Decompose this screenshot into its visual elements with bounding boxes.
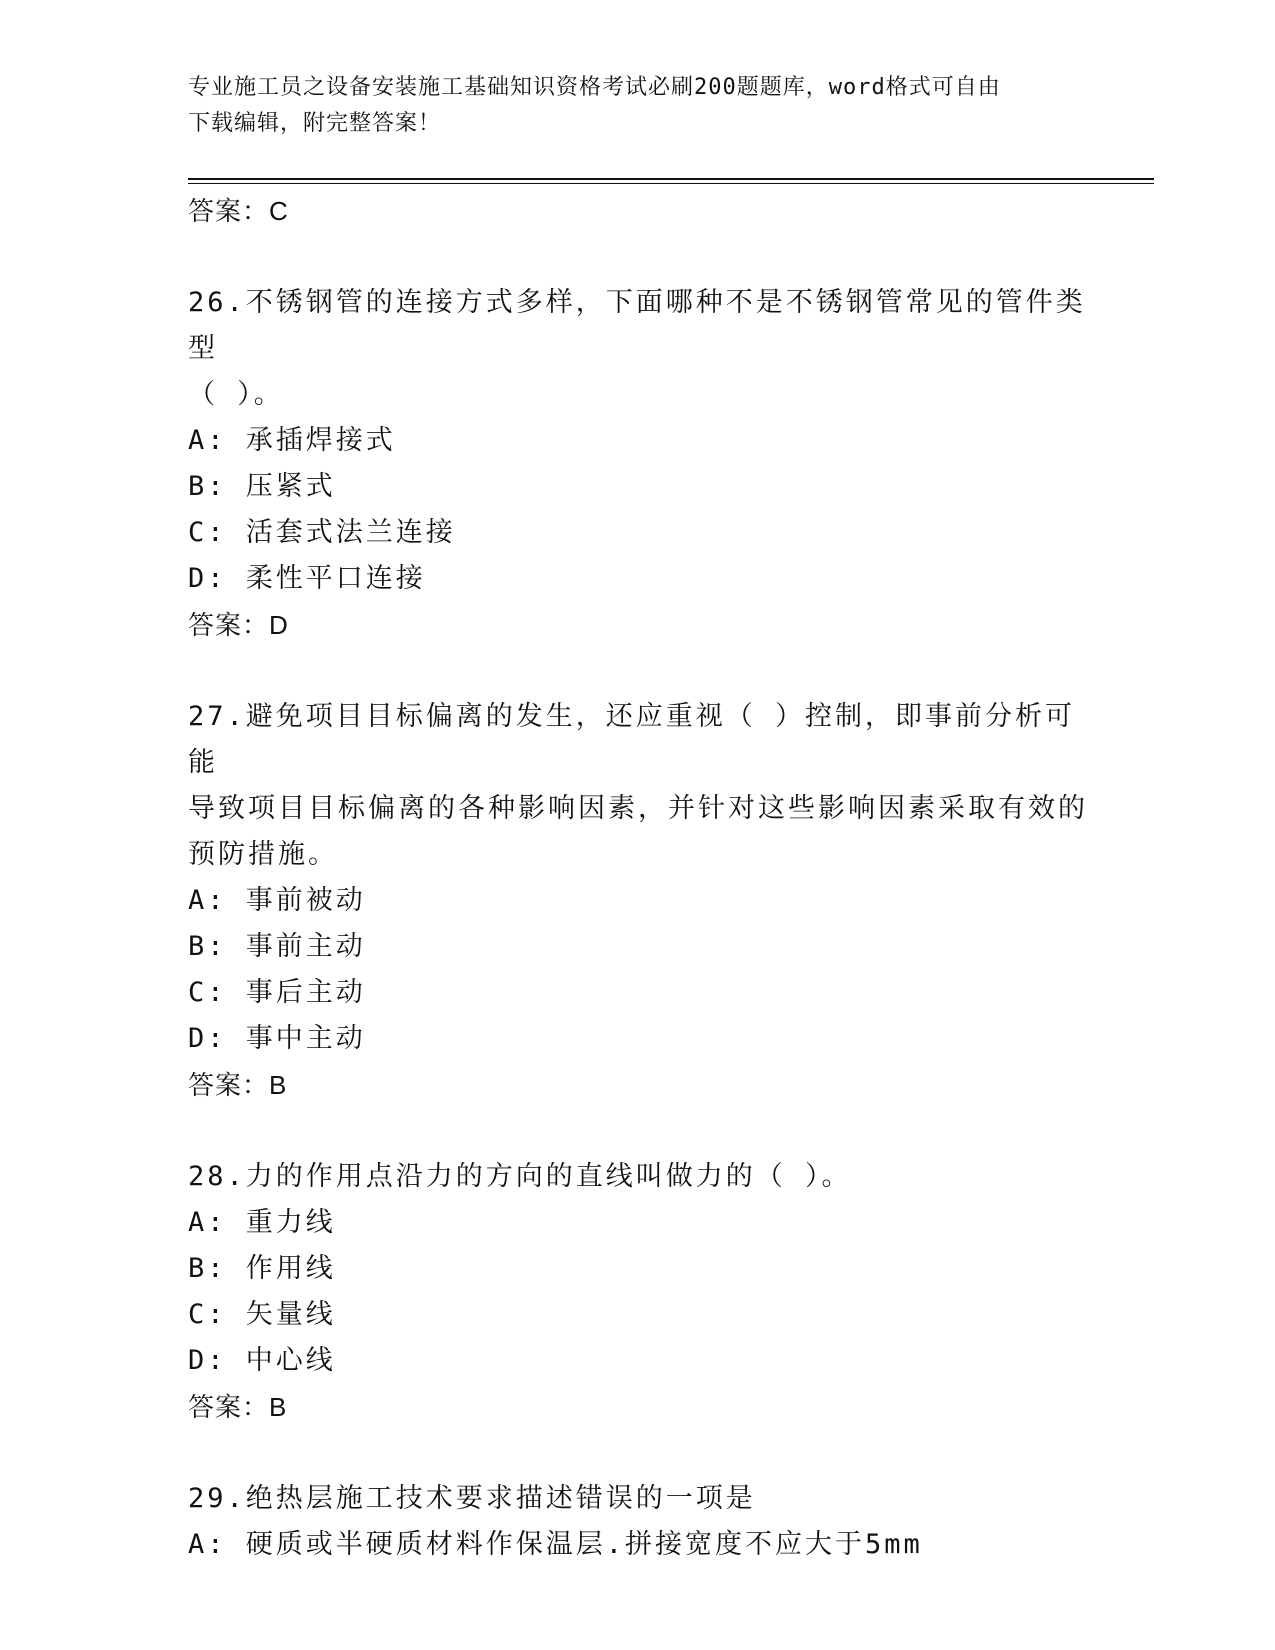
option-d: D: 事中主动: [188, 1023, 366, 1054]
question-stem: [188, 694, 1088, 878]
header-divider-thick: [188, 178, 1154, 180]
option-a: A: 承插焊接式: [188, 425, 396, 456]
question-block: [188, 1154, 1088, 1430]
option-d: D: 柔性平口连接: [188, 563, 426, 594]
spacer: [188, 1430, 1088, 1476]
option-a: A: 事前被动: [188, 885, 366, 916]
question-block: [188, 694, 1088, 1108]
question-stem: [188, 1476, 1088, 1522]
spacer: [188, 1108, 1088, 1154]
spacer: [188, 648, 1088, 694]
stem-line: 导致项目目标偏离的各种影响因素，并针对这些影响因素采取有效的: [188, 793, 1088, 824]
stem-line: 27.避免项目目标偏离的发生，还应重视（ ）控制，即事前分析可能: [188, 701, 1076, 778]
answer-line: 答案：B: [188, 1070, 288, 1100]
option-d: D: 中心线: [188, 1345, 336, 1376]
option-b: B: 事前主动: [188, 931, 366, 962]
previous-answer: 答案：C: [188, 196, 289, 226]
spacer: [188, 234, 1088, 280]
stem-line: （ ）。: [188, 379, 284, 410]
header-line-1: 专业施工员之设备安装施工基础知识资格考试必刷200题题库，word格式可自由: [188, 75, 1001, 100]
option-c: C: 矢量线: [188, 1299, 336, 1330]
question-block: [188, 1476, 1088, 1568]
option-a: A: 重力线: [188, 1207, 336, 1238]
question-list: [188, 188, 1088, 1568]
option-b: B: 作用线: [188, 1253, 336, 1284]
answer-line: 答案：D: [188, 610, 289, 640]
option-c: C: 活套式法兰连接: [188, 517, 456, 548]
header-divider-thin: [188, 183, 1154, 184]
stem-line: 28.力的作用点沿力的方向的直线叫做力的（ ）。: [188, 1161, 852, 1192]
option-a: A: 硬质或半硬质材料作保温层.拼接宽度不应大于5mm: [188, 1529, 923, 1560]
option-c: C: 事后主动: [188, 977, 366, 1008]
option-b: B: 压紧式: [188, 471, 336, 502]
header-line-2: 下载编辑，附完整答案！: [188, 111, 442, 136]
question-block: [188, 280, 1088, 648]
stem-line: 预防措施。: [188, 839, 338, 870]
stem-line: 29.绝热层施工技术要求描述错误的一项是: [188, 1483, 756, 1514]
question-stem: [188, 280, 1088, 418]
stem-line: 26.不锈钢管的连接方式多样，下面哪种不是不锈钢管常见的管件类型: [188, 287, 1086, 364]
answer-line: 答案：B: [188, 1392, 288, 1422]
question-stem: [188, 1154, 1088, 1200]
document-header: [188, 70, 1068, 142]
